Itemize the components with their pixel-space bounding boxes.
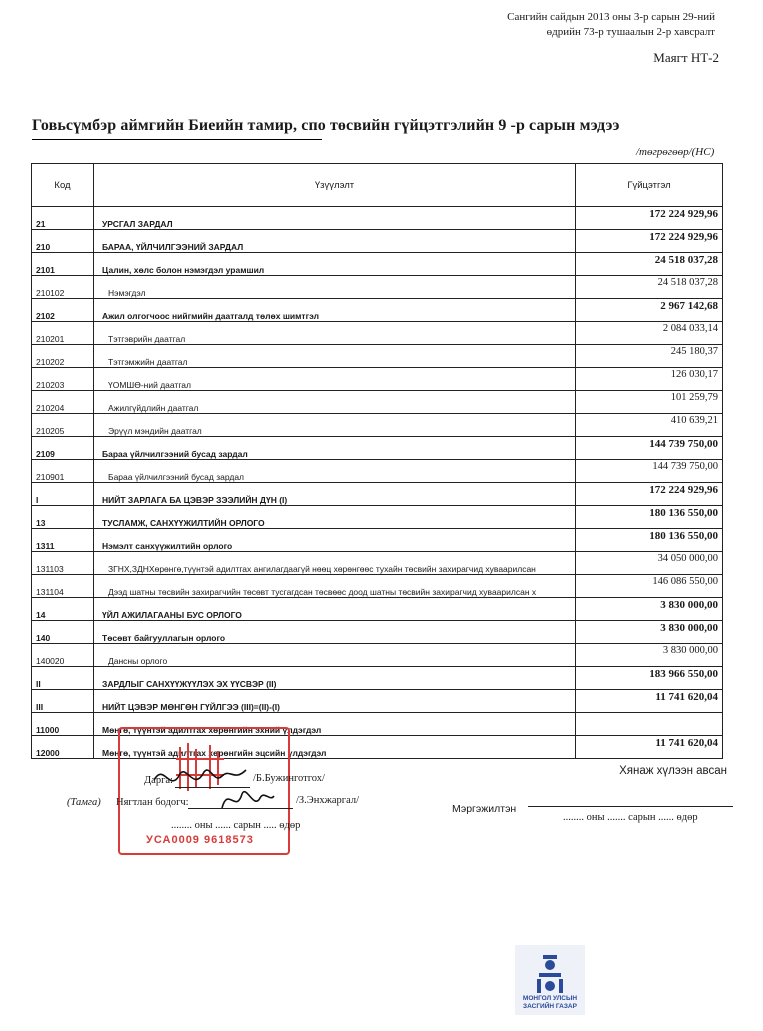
report-table <box>31 163 723 759</box>
accountant-name: /З.Энхжаргал/ <box>296 795 359 806</box>
header-note-line2: өдрийн 73-р тушаалын 2-р хавсралт <box>546 26 715 38</box>
row-code: 131104 <box>32 575 94 598</box>
row-amount: 126 030,17 <box>576 368 723 391</box>
row-code: III <box>32 690 94 713</box>
table-row <box>32 460 723 483</box>
row-code: 14 <box>32 598 94 621</box>
row-name: Мөнгө, түүнтэй адилтгах хөрөнгийн эхний үлдэгдэл <box>94 713 576 736</box>
row-amount: 410 639,21 <box>576 414 723 437</box>
table-row <box>32 322 723 345</box>
table-row <box>32 368 723 391</box>
row-code: 210205 <box>32 414 94 437</box>
row-name: Тэтгэмжийн даатгал <box>94 345 576 368</box>
row-amount: 2 084 033,14 <box>576 322 723 345</box>
table-row <box>32 552 723 575</box>
row-code: 210102 <box>32 276 94 299</box>
row-amount: 144 739 750,00 <box>576 460 723 483</box>
header-amount: Гүйцэтгэл <box>576 164 723 207</box>
row-code: 2101 <box>32 253 94 276</box>
row-code: 210201 <box>32 322 94 345</box>
date-right: ........ оны ....... сарын ...... өдөр <box>563 812 698 823</box>
row-amount: 11 741 620,04 <box>576 690 723 713</box>
row-amount: 183 966 550,00 <box>576 667 723 690</box>
table-row <box>32 345 723 368</box>
accountant-signature-icon <box>218 780 278 820</box>
row-amount: 180 136 550,00 <box>576 529 723 552</box>
header-note-line1: Сангийн сайдын 2013 оны 3-р сарын 29-ний <box>507 11 715 23</box>
row-name: НИЙТ ЗАРЛАГА БА ЦЭВЭР ЗЭЭЛИЙН ДҮН (I) <box>94 483 576 506</box>
table-row <box>32 437 723 460</box>
unit-label: /төгрөгөөр/(НС) <box>636 146 715 158</box>
table-row <box>32 575 723 598</box>
row-code: 13 <box>32 506 94 529</box>
row-code: 210204 <box>32 391 94 414</box>
row-code: 210 <box>32 230 94 253</box>
row-code: 210203 <box>32 368 94 391</box>
director-name: /Б.Бужинготгох/ <box>253 773 325 784</box>
row-code: 11000 <box>32 713 94 736</box>
row-amount: 101 259,79 <box>576 391 723 414</box>
row-amount <box>576 713 723 736</box>
seal-label: (Тамга) <box>67 797 101 808</box>
row-name: Мөнгө, түүнтэй адилтгах хөрөнгийн эцсийн үлдэгдэл <box>94 736 576 759</box>
row-amount: 245 180,37 <box>576 345 723 368</box>
director-label: Дарга: <box>144 775 173 786</box>
government-logo <box>515 945 585 1015</box>
row-code: 12000 <box>32 736 94 759</box>
header-note <box>507 10 715 40</box>
row-code: 2109 <box>32 437 94 460</box>
row-amount: 172 224 929,96 <box>576 483 723 506</box>
table-row <box>32 276 723 299</box>
row-code: 140020 <box>32 644 94 667</box>
row-code: 210202 <box>32 345 94 368</box>
logo-line1: МОНГОЛ УЛСЫН <box>522 995 578 1002</box>
row-code: 1311 <box>32 529 94 552</box>
row-amount: 3 830 000,00 <box>576 621 723 644</box>
title-underline <box>32 139 322 140</box>
row-name: Төсөвт байгууллагын орлого <box>94 621 576 644</box>
row-code: 210901 <box>32 460 94 483</box>
table-row <box>32 506 723 529</box>
row-name: УРСГАЛ ЗАРДАЛ <box>94 207 576 230</box>
row-code: II <box>32 667 94 690</box>
table-row <box>32 483 723 506</box>
table-row <box>32 667 723 690</box>
header-name: Үзүүлэлт <box>94 164 576 207</box>
row-amount: 3 830 000,00 <box>576 644 723 667</box>
row-name: БАРАА, ҮЙЛЧИЛГЭЭНИЙ ЗАРДАЛ <box>94 230 576 253</box>
table-row <box>32 414 723 437</box>
row-amount: 3 830 000,00 <box>576 598 723 621</box>
row-name: Цалин, хөлс болон нэмэгдэл урамшил <box>94 253 576 276</box>
table-row <box>32 230 723 253</box>
row-amount: 146 086 550,00 <box>576 575 723 598</box>
row-name: Бараа үйлчилгээний бусад зардал <box>94 437 576 460</box>
row-name: Нэмэгдэл <box>94 276 576 299</box>
row-name: Ажилгүйдлийн даатгал <box>94 391 576 414</box>
row-name: ЗАРДЛЫГ САНХҮҮЖҮҮЛЭХ ЭХ ҮҮСВЭР (II) <box>94 667 576 690</box>
table-row <box>32 299 723 322</box>
row-amount: 180 136 550,00 <box>576 506 723 529</box>
specialist-label: Мэргэжилтэн <box>452 803 517 815</box>
header-code: Код <box>32 164 94 207</box>
soyombo-icon <box>515 949 585 997</box>
row-name: Дээд шатны төсвийн захирагчийн төсөвт тусгагдсан төсвөөс доод шатны төсвийн захирагчид хуваарилсан х <box>94 575 576 598</box>
row-amount: 34 050 000,00 <box>576 552 723 575</box>
date-left: ........ оны ...... сарын ..... өдөр <box>171 820 301 831</box>
row-amount: 11 741 620,04 <box>576 736 723 759</box>
table-row <box>32 621 723 644</box>
row-name: Дансны орлого <box>94 644 576 667</box>
table-header-row <box>32 164 723 207</box>
row-code: 131103 <box>32 552 94 575</box>
table-row <box>32 529 723 552</box>
row-amount: 144 739 750,00 <box>576 437 723 460</box>
row-code: I <box>32 483 94 506</box>
table-row <box>32 644 723 667</box>
logo-line2: ЗАСГИЙН ГАЗАР <box>523 1003 577 1010</box>
row-name: ТУСЛАМЖ, САНХҮҮЖИЛТИЙН ОРЛОГО <box>94 506 576 529</box>
table-row <box>32 391 723 414</box>
row-amount: 2 967 142,68 <box>576 299 723 322</box>
row-name: ЗГНХ,ЗДНХөрөнгө,түүнтэй адилтгах ангилагдаагүй нөөц хөрөнгөөс тухайн төсвийн захирагчид хуваарилсан <box>94 552 576 575</box>
table-row <box>32 598 723 621</box>
row-name: Нэмэлт санхүүжилтийн орлого <box>94 529 576 552</box>
stamp-text: УСА0009 9618573 <box>146 834 254 846</box>
row-name: Эрүүл мэндийн даатгал <box>94 414 576 437</box>
row-amount: 24 518 037,28 <box>576 276 723 299</box>
table-row <box>32 207 723 230</box>
table-row <box>32 690 723 713</box>
row-name: Ажил олгогчоос нийгмийн даатгалд төлөх шимтгэл <box>94 299 576 322</box>
accepted-label: Хянаж хүлээн авсан <box>619 765 727 777</box>
form-code: Маягт НТ-2 <box>653 50 719 65</box>
row-name: ҮЙЛ АЖИЛАГААНЫ БУС ОРЛОГО <box>94 598 576 621</box>
row-code: 2102 <box>32 299 94 322</box>
table-row <box>32 253 723 276</box>
row-amount: 24 518 037,28 <box>576 253 723 276</box>
report-title: Говьсүмбэр аймгийн Биеийн тамир, спо төсвийн гүйцэтгэлийн 9 -р сарын мэдээ <box>32 117 620 134</box>
row-amount: 172 224 929,96 <box>576 207 723 230</box>
row-amount: 172 224 929,96 <box>576 230 723 253</box>
row-name: Тэтгэврийн даатгал <box>94 322 576 345</box>
row-code: 21 <box>32 207 94 230</box>
accountant-label: Нягтлан бодогч: <box>116 797 189 808</box>
row-name: Бараа үйлчилгээний бусад зардал <box>94 460 576 483</box>
row-name: НИЙТ ЦЭВЭР МӨНГӨН ГҮЙЛГЭЭ (III)=(II)-(I) <box>94 690 576 713</box>
row-name: ҮОМШӨ-ний даатгал <box>94 368 576 391</box>
row-code: 140 <box>32 621 94 644</box>
